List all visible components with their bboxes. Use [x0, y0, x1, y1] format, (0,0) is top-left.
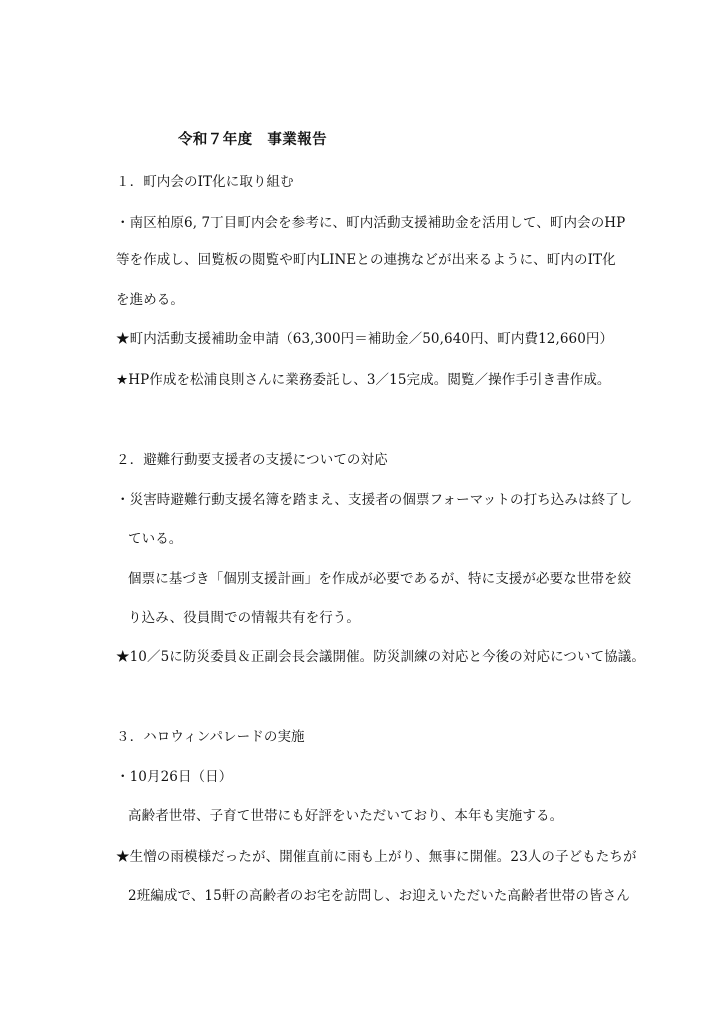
document-title: 令和７年度 事業報告 — [178, 131, 327, 148]
section-3-line-2: 高齢者世帯、子育て世帯にも好評をいただいており、本年も実施する。 — [128, 808, 564, 824]
section-2-line-2: ている。 — [128, 531, 183, 547]
section-2-line-4: り込み、役員間での情報共有を行う。 — [128, 610, 361, 626]
section-2-line-3: 個票に基づき「個別支援計画」を作成が必要であるが、特に支援が必要な世帯を絞 — [128, 571, 632, 587]
section-2-line-1: ・災害時避難行動支援名簿を踏まえ、支援者の個票フォーマットの打ち込みは終了し — [116, 492, 633, 508]
section-2-heading: ２．避難行動要支援者の支援についての対応 — [116, 452, 388, 468]
section-1-line-2: 等を作成し、回覧板の閲覧や町内LINEとの連携などが出来るように、町内のIT化 — [116, 252, 616, 268]
section-1-line-5: ★HP作成を松浦良則さんに業務委託し、3／15完成。閲覧／操作手引き書作成。 — [116, 372, 611, 388]
section-2-line-5: ★10／5に防災委員＆正副会長会議開催。防災訓練の対応と今後の対応について協議。 — [116, 649, 645, 665]
section-1-heading: １．町内会のIT化に取り組む — [116, 174, 294, 190]
section-3-heading: ３．ハロウィンパレードの実施 — [116, 729, 305, 745]
section-3-line-1: ・10月26日（日） — [116, 769, 233, 785]
section-1-line-3: を進める。 — [116, 292, 184, 308]
section-3-line-3: ★生憎の雨模様だったが、開催直前に雨も上がり、無事に開催。23人の子どもたちが — [116, 849, 637, 865]
section-1-line-1: ・南区柏原6, 7丁目町内会を参考に、町内活動支援補助金を活用して、町内会のHP — [116, 215, 626, 231]
section-1-line-4: ★町内活動支援補助金申請（63,300円＝補助金／50,640円、町内費12,660円） — [116, 331, 614, 347]
section-3-line-4: 2班編成で、15軒の高齢者のお宅を訪問し、お迎えいただいた高齢者世帯の皆さん — [128, 888, 630, 904]
